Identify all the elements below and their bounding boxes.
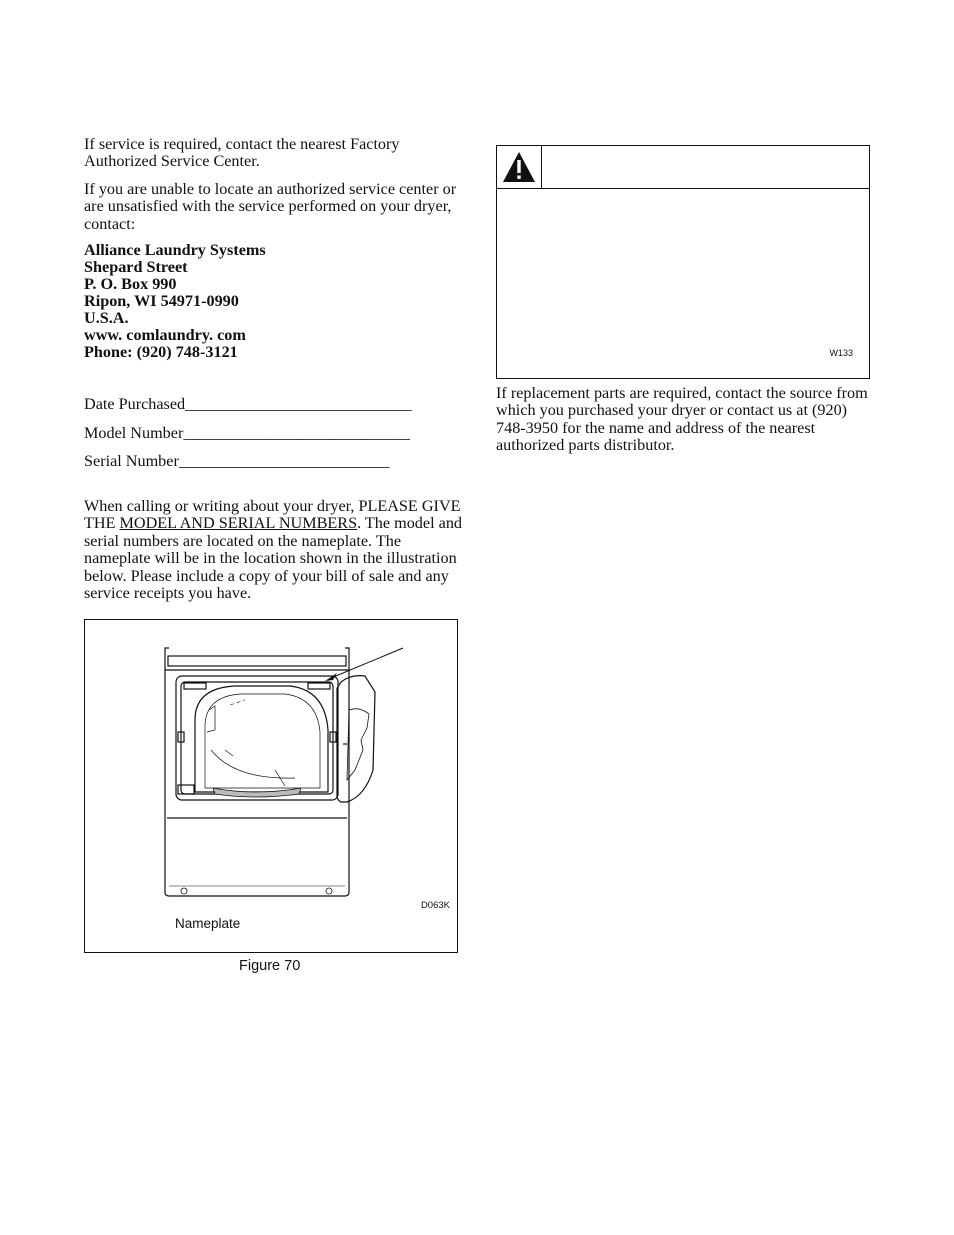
address-line-country: U.S.A. xyxy=(84,309,129,328)
figure-code: D063K xyxy=(420,900,450,911)
address-line-pobox: P. O. Box 990 xyxy=(84,275,177,294)
nameplate-label: Nameplate xyxy=(175,916,241,931)
warning-icon-cell xyxy=(497,146,542,188)
nameplate-figure xyxy=(84,619,458,953)
replacement-parts-paragraph: If replacement parts are required, contact the source from which you purchased your dryer or contact us at (920) 748-3950 for the name and address of the nearest authorized parts distributor. xyxy=(496,384,868,455)
contact-paragraph: If you are unable to locate an authorized service center or are unsatisfied with the service performed on your dryer, contact: xyxy=(84,179,457,233)
address-block xyxy=(84,242,462,361)
address-line-company: Alliance Laundry Systems xyxy=(84,241,266,260)
address-line-city: Ripon, WI 54971-0990 xyxy=(84,292,239,311)
model-serial-emphasis: MODEL AND SERIAL NUMBERS xyxy=(119,514,358,533)
model-serial-paragraph: When calling or writing about your dryer, PLEASE GIVE THE MODEL AND SERIAL NUMBERS. The model and serial numbers are located on the nameplate. The nameplate will be in the location shown in the illustration below. Please include a copy of your bill of sale and any service receipts you have. xyxy=(84,497,463,603)
address-line-website: www. comlaundry. com xyxy=(84,326,246,345)
service-paragraph: If service is required, contact the nearest Factory Authorized Service Center. xyxy=(84,135,400,171)
warning-triangle-icon xyxy=(497,146,541,188)
serial-number-field[interactable]: Serial Number__________________________ xyxy=(84,452,390,470)
record-form xyxy=(84,396,462,476)
warning-box xyxy=(496,145,870,379)
dryer-illustration xyxy=(85,620,457,952)
address-line-street: Shepard Street xyxy=(84,258,188,277)
left-column xyxy=(84,136,462,361)
address-line-phone: Phone: (920) 748-3121 xyxy=(84,343,238,362)
date-purchased-field[interactable]: Date Purchased____________________________ xyxy=(84,395,412,413)
model-number-field[interactable]: Model Number____________________________ xyxy=(84,424,410,442)
figure-caption: Figure 70 xyxy=(239,958,301,974)
warning-code: W133 xyxy=(829,348,853,358)
warning-header xyxy=(497,146,869,189)
